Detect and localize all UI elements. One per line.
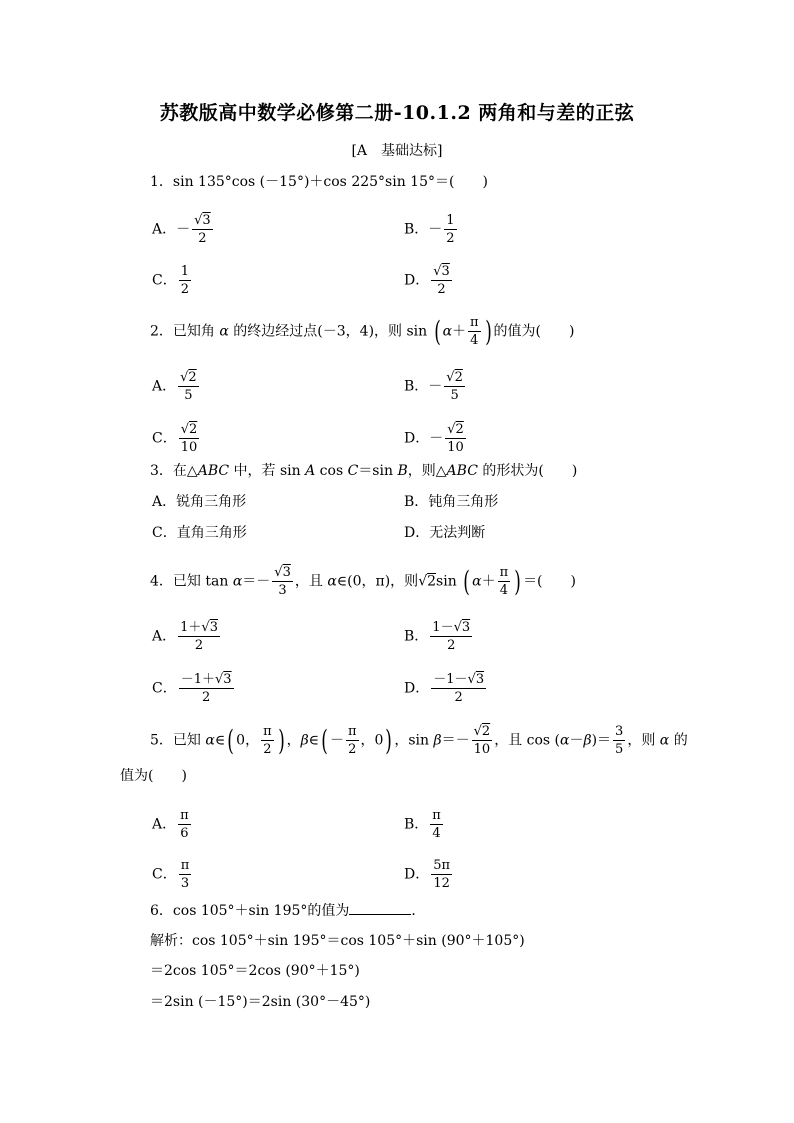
option-label: B． (404, 221, 429, 238)
question-6-stem: 6．cos 105°＋sin 195°的值为 ． (150, 900, 425, 921)
fraction: $\frac{1}{2}$ (446, 213, 455, 246)
question-3-option-c: C．直角三角形 (152, 525, 247, 541)
question-5-option-d: D． $\frac{5\pi}{12}$ (404, 858, 451, 891)
question-1-option-c (152, 264, 193, 297)
question-1-option-d (404, 264, 454, 297)
option-label: C． (152, 272, 177, 289)
question-4-option-b: B． $\frac{1-√3}{2}$ (404, 620, 471, 653)
question-4-option-c: C． $\frac{-1+√3}{2}$ (152, 672, 232, 705)
solution-line-1: 解析：cos 105°＋sin 195°＝cos 105°＋sin (90°＋105°) (150, 933, 525, 949)
question-5-option-b: B． $\frac{\pi}{4}$ (404, 808, 441, 841)
option-label: D． (404, 272, 430, 289)
question-3-stem: 3．在△ABC 中，若 sin A cos C＝sin B，则△ABC 的形状为( ) (150, 463, 578, 479)
fraction: $\frac{\pi}{4}$ (470, 315, 479, 348)
question-2-option-c: C． $\frac{√2}{10}$ (152, 422, 198, 455)
question-3-option-b: B．钝角三角形 (404, 494, 499, 510)
question-5-option-a: A． $\frac{\pi}{6}$ (152, 808, 189, 841)
question-3-option-a: A．锐角三角形 (152, 494, 247, 510)
page-title: 苏教版高中数学必修第二册-10.1.2 两角和与差的正弦 (159, 102, 635, 124)
question-4-option-d: D． $\frac{-1-√3}{2}$ (404, 672, 485, 705)
solution-line-3: ＝2sin (－15°)＝2sin (30°－45°) (150, 994, 371, 1010)
question-5-stem-continued: 值为( ) (120, 768, 187, 784)
fraction: $\frac{1}{2}$ (180, 264, 189, 297)
fraction: $\frac{√3}{2}$ (194, 213, 211, 246)
option-sign: － (428, 221, 443, 238)
solution-line-2: ＝2cos 105°＝2cos (90°＋15°) (150, 963, 360, 979)
question-2-option-b: B．－ $\frac{√2}{5}$ (404, 370, 463, 403)
option-sign: － (176, 221, 191, 238)
question-number: 1． (150, 174, 173, 190)
question-text: sin 135°cos (－15°)＋cos 225°sin 15°＝( ) (172, 174, 488, 190)
question-4-stem: 4．已知 tan α＝－ $\frac{√3}{3}$ ，且 α∈(0，π)，则√2sin ( α＋ $\frac{\pi}{4}$ ) ＝( ) (150, 564, 576, 598)
question-2-option-d: D．－ $\frac{√2}{10}$ (404, 422, 464, 455)
answer-blank (349, 900, 411, 915)
question-2-stem: 2．已知角 α 的终边经过点(－3，4)，则 sin ( α＋ $\frac{\pi}{4}$ ) 的值为( ) (150, 314, 575, 348)
question-1-option-a (152, 213, 215, 246)
question-3-option-d: D．无法判断 (404, 525, 486, 541)
question-4-option-a: A． $\frac{1+√3}{2}$ (152, 620, 218, 653)
question-5-stem: 5．已知 α∈( 0， $\frac{\pi}{2}$ ) ，β∈( － $\frac{\pi}{2}$ ，0) ，sin β＝－ $\frac{√2}{10}$ ，且 cos (α－β)＝ $\frac{3}{5}$ ，则 α 的 (150, 723, 688, 757)
option-label: A． (152, 221, 177, 238)
question-5-option-c: C． $\frac{\pi}{3}$ (152, 858, 190, 891)
question-1-option-b (404, 213, 459, 246)
fraction: $\frac{√3}{2}$ (433, 264, 450, 297)
question-2-option-a: A． $\frac{√2}{5}$ (152, 370, 197, 403)
question-1-stem (150, 172, 488, 192)
section-label: [A 基础达标] (351, 143, 443, 159)
